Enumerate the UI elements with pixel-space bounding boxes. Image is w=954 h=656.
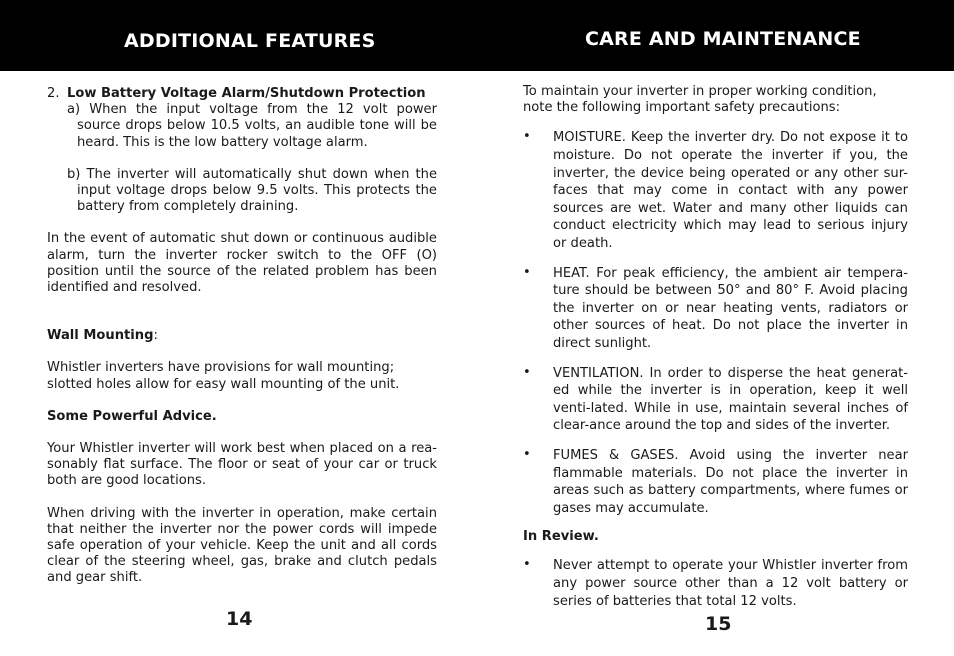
right-page-number: 15 xyxy=(705,613,732,635)
bullet-text-moisture: MOISTURE. Keep the inverter dry. Do not expose it to moisture. Do not operate the inverter if you, the inverter, the device being operated or any other sur-faces that may come in contact with any power sources are wet. Water and many other liquids can conduct electricity which may lead to serious injury or death. xyxy=(553,130,908,251)
wall-mounting-heading-line xyxy=(47,328,437,344)
left-page-title: ADDITIONAL FEATURES xyxy=(124,30,376,52)
item-a-text: a) When the input voltage from the 12 volt power source drops below 10.5 volts, an audible tone will be heard. This is the low battery voltage alarm. xyxy=(67,102,437,150)
wall-mounting-heading: Wall Mounting xyxy=(47,328,154,344)
bullet-text-fumes: FUMES & GASES. Avoid using the inverter near flammable materials. Do not place the inverter in areas such as battery compartments, where fumes or gases may accumulate. xyxy=(553,447,908,516)
bullet-item-review xyxy=(523,557,908,610)
bullet-text-ventilation: VENTILATION. In order to disperse the heat generat-ed while the inverter is in operation, keep it well venti-lated. While in use, maintain several inches of clear-ance around the top and sides of the inverter. xyxy=(553,365,908,434)
item-number: 2. xyxy=(47,86,60,101)
bullet-item-fumes xyxy=(523,447,908,517)
wall-mounting-colon: : xyxy=(153,328,158,344)
right-page-content xyxy=(523,84,908,610)
item-b-text: b) The inverter will automatically shut down when the input voltage drops below 9.5 volts. This protects the battery from completely draining. xyxy=(67,166,437,215)
item-title: Low Battery Voltage Alarm/Shutdown Protection xyxy=(67,86,426,101)
bullet-marker: • xyxy=(523,264,531,280)
advice-paragraph-1: Your Whistler inverter will work best when placed on a rea-sonably flat surface. The floor or seat of your car or truck both are good locations. xyxy=(47,441,437,489)
bullet-marker: • xyxy=(523,557,531,573)
right-page-title: CARE AND MAINTENANCE xyxy=(585,28,861,50)
left-page-number: 14 xyxy=(226,608,253,630)
advice-paragraph-2: When driving with the inverter in operation, make certain that neither the inverter nor the power cords will impede safe operation of your vehicle. Keep the unit and all cords clear of the steering wheel, gas, brake and clutch pedals and gear shift. xyxy=(47,505,437,586)
bullet-marker: • xyxy=(523,129,531,145)
bullet-item-moisture xyxy=(523,129,908,252)
left-page-content xyxy=(47,86,437,587)
bullet-text-review: Never attempt to operate your Whistler inverter from any power source other than a 12 volt battery or series of batteries that total 12 volts. xyxy=(553,558,908,609)
intro-paragraph: To maintain your inverter in proper working condition, note the following important safety precautions: xyxy=(523,84,877,116)
review-heading: In Review. xyxy=(523,529,599,545)
bullet-marker: • xyxy=(523,364,531,380)
numbered-item xyxy=(47,86,437,102)
wall-mounting-text: Whistler inverters have provisions for wall mounting; slotted holes allow for easy wall mounting of the unit. xyxy=(47,360,400,392)
bullet-marker: • xyxy=(523,446,531,462)
bullet-text-heat: HEAT. For peak efficiency, the ambient air tempera-ture should be between 50° and 80° F. Avoid placing the inverter on or near heating vents, radiators or other sources of heat. Do not place the inverter in direct sunlight. xyxy=(553,265,908,351)
header-bar xyxy=(0,0,954,71)
shutdown-paragraph: In the event of automatic shut down or continuous audible alarm, turn the inverter rocker switch to the OFF (O) position until the source of the related problem has been identified and resolved. xyxy=(47,231,437,296)
bullet-item-ventilation xyxy=(523,365,908,435)
bullet-item-heat xyxy=(523,265,908,353)
sub-items xyxy=(47,102,437,215)
advice-heading: Some Powerful Advice. xyxy=(47,408,217,424)
